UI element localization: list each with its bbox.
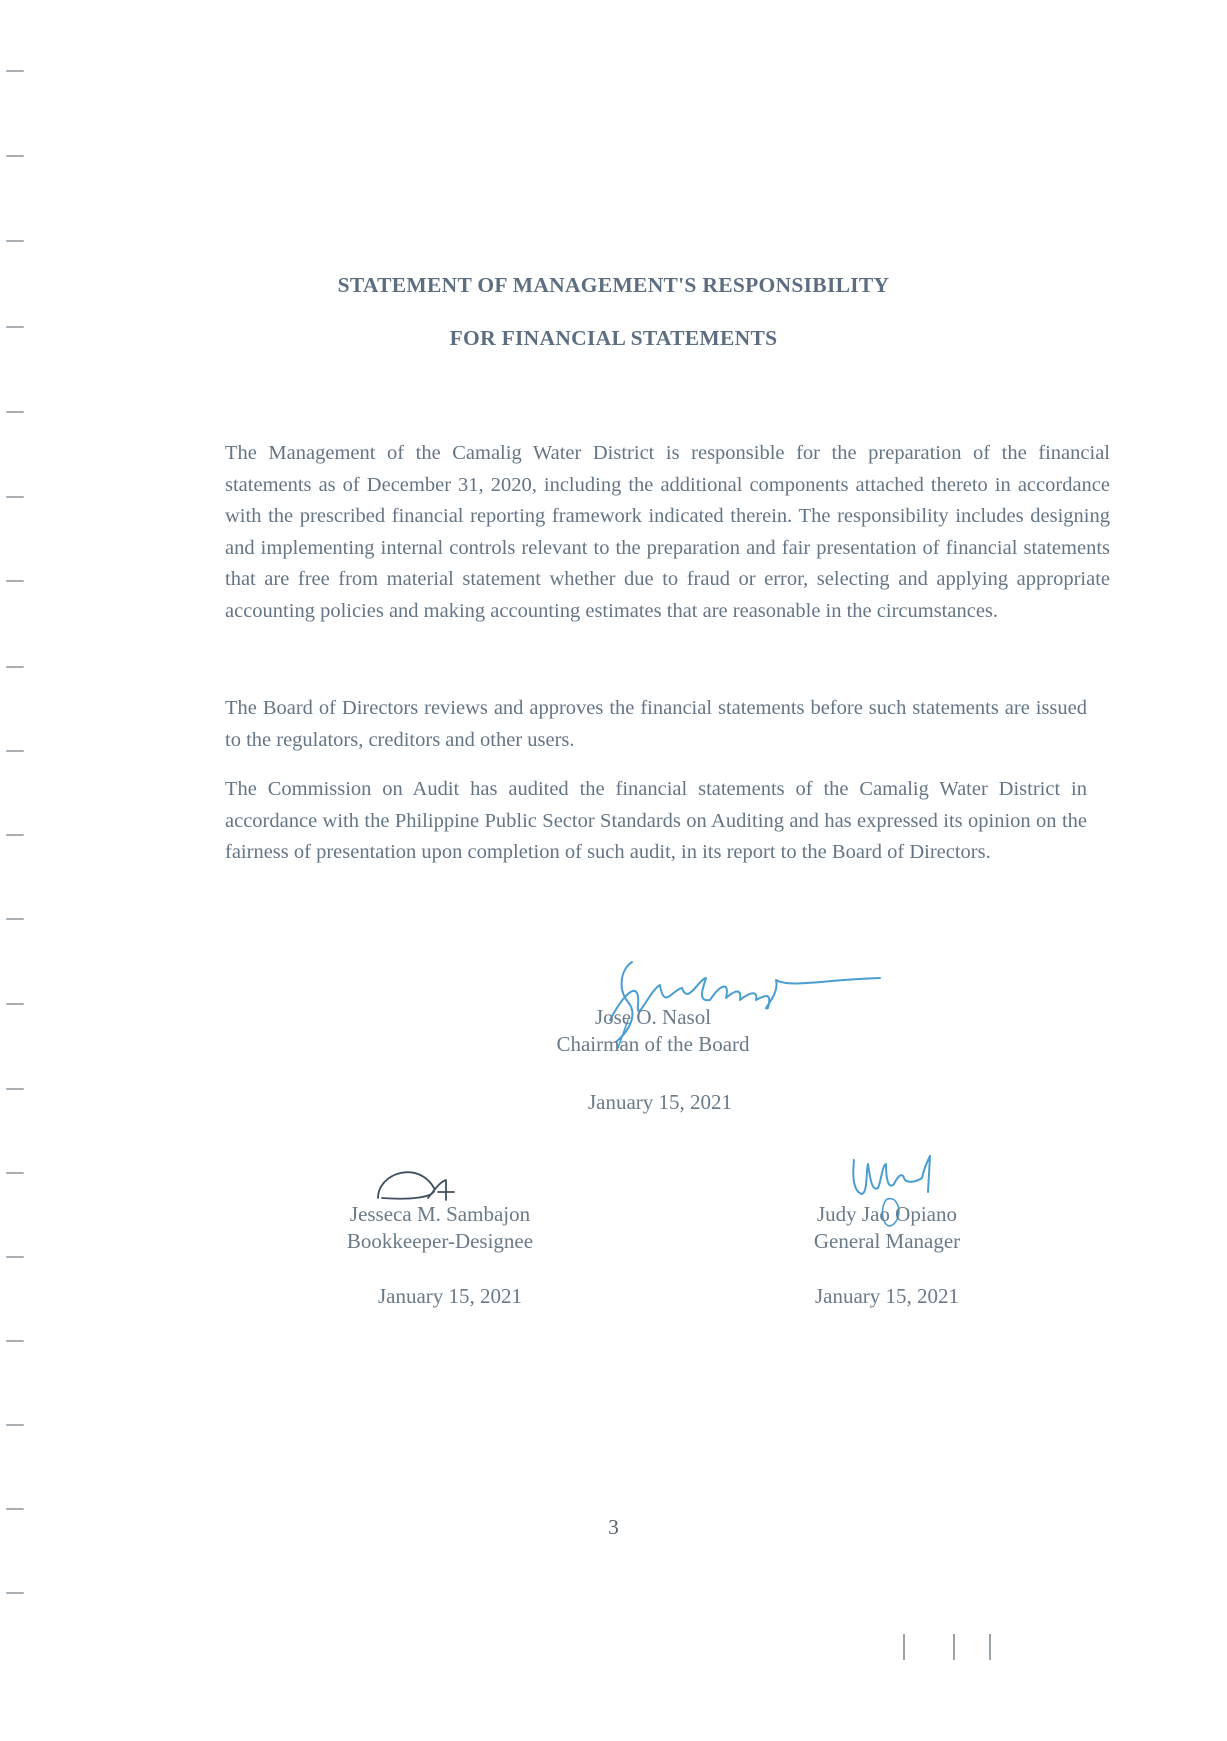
binding-mark [6,1508,24,1510]
manager-date: January 15, 2021 [814,1284,960,1308]
bookkeeper-block [300,1201,580,1255]
binding-mark [6,240,24,242]
bookkeeper-date: January 15, 2021 [377,1284,523,1308]
binding-mark [6,496,24,498]
binding-mark [6,1256,24,1258]
chairman-date: January 15, 2021 [587,1090,733,1114]
manager-block [747,1201,1027,1255]
binding-mark [6,1003,24,1005]
binding-mark [6,1172,24,1174]
binding-mark [6,70,24,72]
binding-mark [6,411,24,413]
binding-mark [6,1592,24,1594]
binding-mark [6,918,24,920]
chairman-position: Chairman of the Board [556,1032,750,1056]
document-title-line-2: FOR FINANCIAL STATEMENTS [449,326,778,350]
scan-artifact-bar [953,1634,955,1660]
binding-mark [6,1340,24,1342]
binding-mark [6,155,24,157]
document-title-line-1: STATEMENT OF MANAGEMENT'S RESPONSIBILITY [337,273,890,297]
manager-position: General Manager [813,1229,961,1253]
chairman-block [520,1004,800,1058]
binding-mark [6,666,24,668]
binding-mark [6,750,24,752]
paragraph-management-responsibility: The Management of the Camalig Water District is responsible for the preparation of the financial statements as of December 31, 2020, including the additional components attached thereto in accordance with the prescribed financial reporting framework indicated therein. The responsibility includes designing and implementing internal controls relevant to the preparation and fair presentation of financial statements that are free from material statement whether due to fraud or error, selecting and applying appropriate accounting policies and making accounting estimates that are reasonable in the circumstances. [225,442,1110,622]
paragraph-board-review: The Board of Directors reviews and approves the financial statements before such statements are issued to the regulators, creditors and other users. [225,697,1087,751]
binding-mark [6,580,24,582]
bookkeeper-name: Jesseca M. Sambajon [349,1202,531,1226]
manager-name: Judy Jao Opiano [817,1202,957,1226]
bookkeeper-position: Bookkeeper-Designee [346,1229,534,1253]
chairman-name: Jose O. Nasol [594,1005,712,1029]
binding-mark [6,1088,24,1090]
scan-artifact-bar [903,1634,905,1660]
paragraph-coa-audit: The Commission on Audit has audited the financial statements of the Camalig Water District in accordance with the Philippine Public Sector Standards on Auditing and has expressed its opinion on the fairness of presentation upon completion of such audit, in its report to the Board of Directors. [225,778,1087,863]
binding-mark [6,834,24,836]
page-number: 3 [608,1515,619,1539]
scan-artifact-bar [989,1634,991,1660]
binding-mark [6,1424,24,1426]
